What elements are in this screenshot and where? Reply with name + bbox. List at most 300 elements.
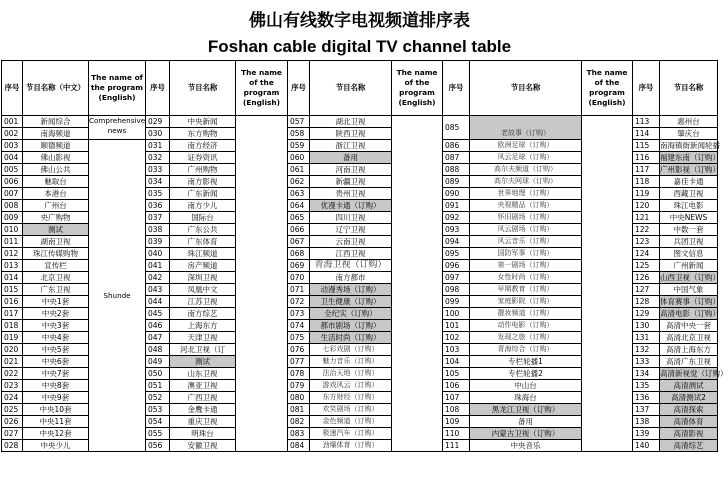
channel-number: 066 (288, 224, 310, 236)
channel-name: 高清综艺 (660, 440, 718, 452)
channel-number: 117 (633, 164, 660, 176)
channel-name: 福建东南（订购） (660, 153, 720, 162)
channel-number: 086 (443, 140, 470, 152)
channel-number: 064 (288, 200, 310, 212)
channel-name: 法治天地（订购） (310, 368, 392, 380)
channel-number: 115 (633, 140, 660, 152)
channel-number: 004 (2, 152, 23, 164)
channel-name: 南方经济 (170, 140, 236, 152)
channel-name: 浙江卫视 (310, 140, 392, 152)
channel-name: 中央4套 (23, 332, 89, 344)
channel-number: 092 (443, 212, 470, 224)
channel-name: 南海镇街新闻轮播 (660, 141, 720, 150)
channel-number: 047 (146, 332, 170, 344)
channel-name: 都市剧场（订购） (310, 320, 392, 332)
channel-name: 佛山影视 (23, 152, 89, 164)
channel-number: 006 (2, 176, 23, 188)
channel-name: 天津卫视 (170, 332, 236, 344)
header-name: 节目名称 (470, 61, 582, 116)
channel-number: 033 (146, 164, 170, 176)
channel-number: 104 (443, 356, 470, 368)
channel-number: 100 (443, 308, 470, 320)
channel-name: 明珠台 (170, 428, 236, 440)
channel-number: 125 (633, 260, 660, 272)
channel-name: 中数一套 (660, 224, 718, 236)
channel-number: 014 (2, 272, 23, 284)
channel-name: 兵团卫视 (660, 236, 718, 248)
table-body (2, 116, 728, 452)
channel-name: 中央少儿 (23, 440, 89, 452)
channel-number: 024 (2, 392, 23, 404)
channel-number: 061 (288, 164, 310, 176)
channel-number: 012 (2, 248, 23, 260)
channel-number: 030 (146, 128, 170, 140)
channel-name: 嘉佳卡通 (660, 176, 718, 188)
channel-number: 011 (2, 236, 23, 248)
page-title-english: Foshan cable digital TV channel table (207, 37, 512, 56)
channel-name: 中央10套 (23, 404, 89, 416)
channel-number: 107 (443, 392, 470, 404)
channel-number: 102 (443, 332, 470, 344)
channel-number: 021 (2, 356, 23, 368)
channel-number: 136 (633, 392, 660, 404)
channel-name: 家庭影院（订购） (470, 296, 582, 308)
channel-name: 高清体育 (660, 416, 718, 428)
header-num: 序号 (633, 61, 660, 116)
channel-number: 007 (2, 188, 23, 200)
channel-name: 金鹰卡通 (170, 404, 236, 416)
channel-name: 魅力音乐（订购） (310, 356, 392, 368)
channel-number: 048 (146, 344, 170, 356)
channel-name: 珠海台 (470, 392, 582, 404)
channel-name: 云南卫视 (310, 236, 392, 248)
channel-name: 极速汽车（订购） (310, 428, 392, 440)
header-name-en: The name of the program (English) (582, 61, 633, 116)
channel-number: 094 (443, 236, 470, 248)
channel-name: 四川卫视 (310, 212, 392, 224)
channel-name: 广东卫视 (23, 284, 89, 296)
channel-number: 078 (288, 368, 310, 380)
channel-number: 028 (2, 440, 23, 452)
channel-name: 全纪实（订购） (310, 308, 392, 320)
channel-name: 高清测试 (660, 380, 718, 392)
channel-name: 黑龙江卫视（订购） (470, 404, 582, 416)
channel-number: 120 (633, 200, 660, 212)
channel-number: 023 (2, 380, 23, 392)
channel-name: 高清北京卫视 (660, 332, 718, 344)
channel-name: 东方财经（订购） (310, 392, 392, 404)
channel-number: 093 (443, 224, 470, 236)
channel-number: 018 (2, 320, 23, 332)
header-name: 节目名称 (310, 61, 392, 116)
channel-number: 062 (288, 176, 310, 188)
channel-number: 029 (146, 116, 170, 128)
channel-name: 高清探索 (660, 404, 718, 416)
channel-number: 039 (146, 236, 170, 248)
channel-english-name: Comprehensive news (89, 116, 146, 140)
channel-number: 055 (146, 428, 170, 440)
channel-name: 中央新闻 (170, 116, 236, 128)
channel-name: 深圳卫视 (170, 272, 236, 284)
channel-name: 高清影视 (660, 428, 718, 440)
channel-number: 082 (288, 416, 310, 428)
channel-number: 036 (146, 200, 170, 212)
channel-number: 063 (288, 188, 310, 200)
channel-name: 凤凰中文 (170, 284, 236, 296)
channel-name: 怀旧剧场（订购） (470, 212, 582, 224)
channel-name: 山西卫视（订购） (660, 273, 720, 282)
channel-name: 中央1套 (23, 296, 89, 308)
channel-name: 青海综合（订购） (470, 344, 582, 356)
header-name-en: The name of the program (English) (89, 61, 146, 116)
channel-number: 052 (146, 392, 170, 404)
channel-name: 高尔夫频道（订购） (470, 164, 582, 176)
channel-name: 备用 (470, 416, 582, 428)
channel-number: 077 (288, 356, 310, 368)
channel-name: 早期教育（订购） (470, 284, 582, 296)
table-row (2, 116, 718, 128)
channel-name: 新疆卫视 (310, 176, 392, 188)
channel-name: 河北卫视（订 (170, 344, 236, 356)
channel-number: 059 (288, 140, 310, 152)
channel-number: 121 (633, 212, 660, 224)
channel-name: 高清测试2 (660, 392, 718, 404)
channel-number: 111 (443, 440, 470, 452)
channel-name: 专栏轮播2 (470, 368, 582, 380)
header-row (2, 61, 718, 116)
channel-number: 132 (633, 344, 660, 356)
channel-number: 020 (2, 344, 23, 356)
channel-name: 动作电影（订购） (470, 320, 582, 332)
channel-number: 054 (146, 416, 170, 428)
channel-name: 广州新闻 (660, 260, 718, 272)
channel-number: 040 (146, 248, 170, 260)
channel-name: 西藏卫视 (660, 188, 718, 200)
channel-english-name (236, 116, 288, 452)
channel-number: 106 (443, 380, 470, 392)
channel-number: 138 (633, 416, 660, 428)
channel-number: 133 (633, 356, 660, 368)
channel-name: 广州影视（订购） (660, 165, 720, 174)
channel-name: 欧洲足球（订购） (470, 140, 582, 152)
channel-name: 中央8套 (23, 380, 89, 392)
channel-name: 南方影视 (170, 176, 236, 188)
channel-number: 042 (146, 272, 170, 284)
header-name-en: The name of the program (English) (392, 61, 443, 116)
channel-number: 037 (146, 212, 170, 224)
channel-number: 060 (288, 152, 310, 164)
channel-name: 世界地理（订购） (470, 188, 582, 200)
channel-number: 009 (2, 212, 23, 224)
channel-number: 073 (288, 308, 310, 320)
channel-name: 图文信息 (660, 248, 718, 260)
channel-number: 017 (2, 308, 23, 320)
channel-number: 069 (288, 260, 310, 272)
channel-number: 099 (443, 296, 470, 308)
channel-name: 广西卫视 (170, 392, 236, 404)
channel-name: 青海卫视（订购） (310, 260, 392, 272)
channel-name: 南海频道 (23, 128, 89, 140)
channel-english-name (392, 116, 443, 452)
channel-number: 058 (288, 128, 310, 140)
channel-number: 043 (146, 284, 170, 296)
channel-number: 070 (288, 272, 310, 284)
channel-number: 053 (146, 404, 170, 416)
channel-number: 049 (146, 356, 170, 368)
channel-number: 095 (443, 248, 470, 260)
channel-name: 中央音乐 (470, 440, 582, 452)
channel-name: 北京卫视 (23, 272, 89, 284)
channel-number: 005 (2, 164, 23, 176)
channel-number: 105 (443, 368, 470, 380)
channel-name: 广东新闻 (170, 188, 236, 200)
channel-name: 中央5套 (23, 344, 89, 356)
channel-name: 生活时尚（订购） (310, 332, 392, 344)
channel-name: 国防军事（订购） (470, 248, 582, 260)
channel-name: 测试 (23, 224, 89, 236)
channel-number: 085 (443, 116, 470, 140)
channel-name: 第一剧场（订购） (470, 260, 582, 272)
channel-name: 劲爆体育（订购） (310, 440, 392, 452)
channel-name: 惠州台 (660, 116, 718, 128)
channel-number: 090 (443, 188, 470, 200)
channel-name: 风云足球（订购） (470, 152, 582, 164)
channel-name: 珠江传媒购物 (23, 248, 89, 260)
channel-name: 陕西卫视 (310, 128, 392, 140)
channel-name: 证券资讯 (170, 152, 236, 164)
channel-number: 134 (633, 368, 660, 380)
channel-number: 075 (288, 332, 310, 344)
channel-number: 139 (633, 428, 660, 440)
channel-name: 风云剧场（订购） (470, 224, 582, 236)
channel-number: 114 (633, 128, 660, 140)
channel-name: 动漫秀场（订购） (310, 284, 392, 296)
channel-name: 高清广东卫视 (660, 356, 718, 368)
channel-number: 080 (288, 392, 310, 404)
channel-name: 专栏轮播1 (470, 356, 582, 368)
header-name: 节目名称 (660, 61, 718, 116)
channel-number: 089 (443, 176, 470, 188)
channel-number: 097 (443, 272, 470, 284)
channel-name: 江西卫视 (310, 248, 392, 260)
channel-number: 026 (2, 416, 23, 428)
channel-number: 003 (2, 140, 23, 152)
channel-number: 065 (288, 212, 310, 224)
channel-number: 103 (443, 344, 470, 356)
channel-name: 广东体育 (170, 236, 236, 248)
channel-number: 088 (443, 164, 470, 176)
channel-name: 中山台 (470, 380, 582, 392)
channel-name: 南方综艺 (170, 308, 236, 320)
channel-name: 体育赛事（订购） (660, 297, 720, 306)
channel-name: 新闻综合 (23, 116, 89, 128)
channel-name: 卫生健康（订购） (310, 296, 392, 308)
channel-name: 房产频道 (170, 260, 236, 272)
channel-number: 076 (288, 344, 310, 356)
channel-name: 佛山公共 (23, 164, 89, 176)
channel-table (1, 60, 728, 452)
channel-number: 025 (2, 404, 23, 416)
channel-number: 109 (443, 416, 470, 428)
channel-name: 央广购物 (23, 212, 89, 224)
channel-number: 068 (288, 248, 310, 260)
channel-number: 126 (633, 272, 660, 284)
channel-name: 珠江频道 (170, 248, 236, 260)
channel-name: 中央9套 (23, 392, 89, 404)
channel-number: 032 (146, 152, 170, 164)
channel-name: 高清上海东方 (660, 344, 718, 356)
header-num: 序号 (288, 61, 310, 116)
channel-name: 游戏风云（订购） (310, 380, 392, 392)
channel-name: 湖南卫视 (23, 236, 89, 248)
channel-name: 高尔夫网球（订购） (470, 176, 582, 188)
channel-number: 022 (2, 368, 23, 380)
channel-number: 002 (2, 128, 23, 140)
channel-name: 肇庆台 (660, 128, 718, 140)
channel-name: 南方都市 (310, 272, 392, 284)
channel-name: 广东公共 (170, 224, 236, 236)
channel-number: 016 (2, 296, 23, 308)
channel-number: 110 (443, 428, 470, 440)
channel-number: 051 (146, 380, 170, 392)
channel-number: 098 (443, 284, 470, 296)
channel-name: 河南卫视 (310, 164, 392, 176)
channel-number: 118 (633, 176, 660, 188)
channel-name: 风云音乐（订购） (470, 236, 582, 248)
channel-name: 南方少儿 (170, 200, 236, 212)
header-num: 序号 (443, 61, 470, 116)
channel-number: 130 (633, 320, 660, 332)
channel-name: 广州购物 (170, 164, 236, 176)
channel-number: 079 (288, 380, 310, 392)
header-name-cn: 节目名称（中文） (23, 61, 89, 116)
channel-name: 优漫卡通（订购） (310, 200, 392, 212)
channel-number: 067 (288, 236, 310, 248)
channel-number: 084 (288, 440, 310, 452)
header-name-en: The name of the program (English) (236, 61, 288, 116)
channel-number: 122 (633, 224, 660, 236)
channel-number: 041 (146, 260, 170, 272)
channel-name: 七彩戏剧（订购） (310, 344, 392, 356)
channel-number: 056 (146, 440, 170, 452)
channel-number: 096 (443, 260, 470, 272)
channel-number: 027 (2, 428, 23, 440)
channel-number: 057 (288, 116, 310, 128)
channel-number: 131 (633, 332, 660, 344)
channel-name: 上海东方 (170, 320, 236, 332)
channel-number: 135 (633, 380, 660, 392)
channel-name: 靓妆频道（订购） (470, 308, 582, 320)
channel-number: 038 (146, 224, 170, 236)
channel-name: 东方购物 (170, 128, 236, 140)
channel-number: 128 (633, 296, 660, 308)
channel-name: 中央NEWS (660, 212, 718, 224)
channel-name: 备用 (310, 152, 392, 164)
channel-number: 101 (443, 320, 470, 332)
channel-name: 中央6套 (23, 356, 89, 368)
channel-name: 金色频道（订购） (310, 416, 392, 428)
channel-name: 广州台 (23, 200, 89, 212)
channel-number: 034 (146, 176, 170, 188)
channel-number: 081 (288, 404, 310, 416)
channel-number: 072 (288, 296, 310, 308)
channel-name: 贵州卫视 (310, 188, 392, 200)
channel-name: 国际台 (170, 212, 236, 224)
channel-name: 测试 (170, 356, 236, 368)
channel-number: 008 (2, 200, 23, 212)
channel-number: 044 (146, 296, 170, 308)
channel-name: 安徽卫视 (170, 440, 236, 452)
channel-name: 中央3套 (23, 320, 89, 332)
channel-number: 083 (288, 428, 310, 440)
channel-name: 本港台 (23, 188, 89, 200)
header-num: 序号 (2, 61, 23, 116)
channel-number: 074 (288, 320, 310, 332)
channel-name: 高清电影（订购） (660, 309, 720, 318)
channel-name: 珠江电影 (660, 200, 718, 212)
channel-name: 发现之旅（订购） (470, 332, 582, 344)
channel-number: 113 (633, 116, 660, 128)
channel-name: 中央7套 (23, 368, 89, 380)
page-title-chinese: 佛山有线数字电视频道排序表 (249, 11, 470, 31)
channel-number: 013 (2, 260, 23, 272)
channel-name: 老故事（订购） (470, 116, 582, 140)
channel-name: 欢笑剧场（订购） (310, 404, 392, 416)
channel-number: 050 (146, 368, 170, 380)
channel-name: 中央12套 (23, 428, 89, 440)
channel-name: 湖北卫视 (310, 116, 392, 128)
channel-english-name: Shunde (89, 140, 146, 452)
channel-number: 045 (146, 308, 170, 320)
channel-name: 高清新视觉（订购） (660, 369, 728, 378)
channel-number: 015 (2, 284, 23, 296)
channel-number: 046 (146, 320, 170, 332)
channel-number: 035 (146, 188, 170, 200)
channel-number: 119 (633, 188, 660, 200)
channel-number: 108 (443, 404, 470, 416)
channel-number: 087 (443, 152, 470, 164)
channel-name: 中央11套 (23, 416, 89, 428)
channel-name: 辽宁卫视 (310, 224, 392, 236)
channel-name: 内蒙古卫视（订购） (470, 428, 582, 440)
channel-number: 129 (633, 308, 660, 320)
channel-name: 宣传栏 (23, 260, 89, 272)
channel-name: 高清中央一套 (660, 320, 718, 332)
header-num: 序号 (146, 61, 170, 116)
channel-name: 重庆卫视 (170, 416, 236, 428)
channel-number: 116 (633, 152, 660, 164)
channel-name: 澳亚卫视 (170, 380, 236, 392)
channel-number: 019 (2, 332, 23, 344)
channel-number: 091 (443, 200, 470, 212)
channel-number: 010 (2, 224, 23, 236)
channel-number: 124 (633, 248, 660, 260)
channel-number: 123 (633, 236, 660, 248)
channel-number: 140 (633, 440, 660, 452)
channel-number: 001 (2, 116, 23, 128)
channel-name: 央视精品（订购） (470, 200, 582, 212)
channel-name: 顺德频道 (23, 140, 89, 152)
channel-name: 中国气象 (660, 284, 718, 296)
channel-english-name (582, 116, 633, 452)
channel-name: 魅取台 (23, 176, 89, 188)
channel-name: 中央2套 (23, 308, 89, 320)
channel-number: 071 (288, 284, 310, 296)
channel-number: 127 (633, 284, 660, 296)
channel-number: 137 (633, 404, 660, 416)
channel-name: 山东卫视 (170, 368, 236, 380)
channel-name: 江苏卫视 (170, 296, 236, 308)
